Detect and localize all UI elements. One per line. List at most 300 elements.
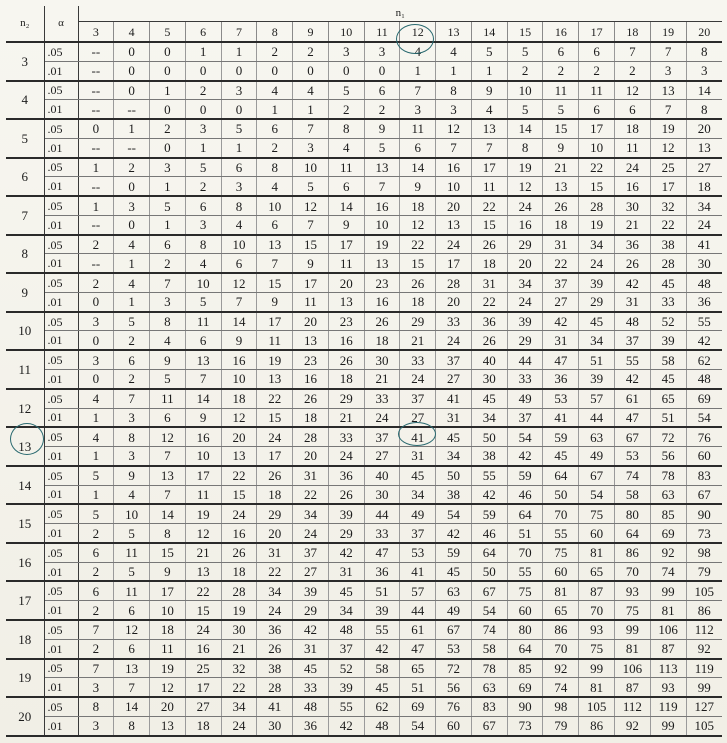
table-cell: 2 <box>579 61 615 80</box>
table-cell: 39 <box>293 581 329 600</box>
table-cell: 31 <box>543 235 579 254</box>
table-cell: 5 <box>185 292 221 311</box>
table-cell: 48 <box>614 312 650 331</box>
table-cell: 4 <box>471 100 507 119</box>
table-cell: 45 <box>328 581 364 600</box>
table-cell: 40 <box>471 350 507 369</box>
table-cell: 22 <box>471 196 507 215</box>
table-cell: 27 <box>293 562 329 581</box>
table-cell: 112 <box>614 697 650 716</box>
table-cell: 3 <box>185 215 221 234</box>
table-row <box>6 215 722 234</box>
table-cell: 15 <box>471 215 507 234</box>
table-cell: 39 <box>579 273 615 292</box>
table-cell: 9 <box>221 331 257 350</box>
table-cell: 9 <box>293 254 329 273</box>
table-cell: 10 <box>364 215 400 234</box>
table-cell: 0 <box>114 177 150 196</box>
table-cell: 36 <box>686 292 722 311</box>
table-cell: 2 <box>150 119 186 138</box>
table-cell: 28 <box>650 254 686 273</box>
table-cell: 92 <box>614 716 650 736</box>
table-cell: 76 <box>686 427 722 446</box>
table-cell: 0 <box>114 81 150 100</box>
table-cell: 0 <box>221 100 257 119</box>
table-cell: 69 <box>507 678 543 697</box>
alpha-label: .05 <box>44 389 78 408</box>
table-row <box>6 447 722 466</box>
table-cell: 45 <box>650 370 686 389</box>
table-cell: 44 <box>507 350 543 369</box>
table-cell: 33 <box>650 292 686 311</box>
table-cell: 9 <box>114 466 150 485</box>
n1-column-header: 19 <box>650 22 686 43</box>
table-cell: 7 <box>471 138 507 157</box>
table-cell: 17 <box>328 235 364 254</box>
table-cell: 98 <box>543 697 579 716</box>
table-cell: 64 <box>471 543 507 562</box>
table-cell: 2 <box>614 61 650 80</box>
alpha-label: .01 <box>44 485 78 504</box>
table-cell: 4 <box>328 138 364 157</box>
table-cell: -- <box>78 81 114 100</box>
table-cell: 6 <box>114 639 150 658</box>
table-cell: 42 <box>614 370 650 389</box>
table-cell: 0 <box>364 61 400 80</box>
table-cell: 49 <box>400 504 436 523</box>
table-cell: 4 <box>185 254 221 273</box>
table-cell: 11 <box>579 81 615 100</box>
table-cell: 3 <box>78 350 114 369</box>
table-cell: 6 <box>579 100 615 119</box>
table-cell: 17 <box>293 273 329 292</box>
table-cell: 9 <box>543 138 579 157</box>
table-cell: 16 <box>507 215 543 234</box>
alpha-label: .01 <box>44 177 78 196</box>
table-cell: 26 <box>400 273 436 292</box>
table-cell: 13 <box>471 119 507 138</box>
table-row <box>6 158 722 177</box>
table-cell: 29 <box>400 312 436 331</box>
table-cell: 2 <box>543 61 579 80</box>
table-cell: 26 <box>221 543 257 562</box>
table-cell: 15 <box>185 601 221 620</box>
table-cell: 10 <box>221 235 257 254</box>
table-cell: 38 <box>471 447 507 466</box>
table-cell: 37 <box>507 408 543 427</box>
table-cell: 29 <box>293 601 329 620</box>
table-cell: 7 <box>364 177 400 196</box>
table-cell: 8 <box>686 42 722 61</box>
table-row <box>6 639 722 658</box>
table-cell: 11 <box>114 581 150 600</box>
table-cell: 34 <box>436 447 472 466</box>
table-cell: 48 <box>364 716 400 736</box>
alpha-label: .05 <box>44 196 78 215</box>
alpha-label: .05 <box>44 273 78 292</box>
n1-column-header: 12 <box>400 22 436 43</box>
table-cell: 40 <box>364 466 400 485</box>
n1-column-header: 16 <box>543 22 579 43</box>
table-cell: 6 <box>543 42 579 61</box>
table-cell: 2 <box>114 370 150 389</box>
table-cell: 2 <box>78 601 114 620</box>
table-cell: -- <box>78 42 114 61</box>
table-cell: 13 <box>650 81 686 100</box>
table-cell: 86 <box>614 543 650 562</box>
n2-label: 15 <box>6 504 44 543</box>
table-cell: 11 <box>150 389 186 408</box>
table-cell: 31 <box>293 639 329 658</box>
table-cell: 1 <box>471 61 507 80</box>
table-cell: 5 <box>364 138 400 157</box>
table-cell: 3 <box>221 177 257 196</box>
table-cell: 17 <box>150 581 186 600</box>
table-cell: 19 <box>150 659 186 678</box>
table-cell: 105 <box>686 716 722 736</box>
table-cell: 81 <box>579 678 615 697</box>
table-cell: 34 <box>579 331 615 350</box>
table-cell: 10 <box>436 177 472 196</box>
table-cell: 3 <box>150 158 186 177</box>
table-cell: 29 <box>328 524 364 543</box>
table-cell: 14 <box>221 312 257 331</box>
table-cell: 15 <box>257 273 293 292</box>
table-cell: 81 <box>543 581 579 600</box>
table-cell: 19 <box>221 601 257 620</box>
table-cell: 9 <box>471 81 507 100</box>
table-cell: 80 <box>507 620 543 639</box>
table-cell: 5 <box>150 196 186 215</box>
table-cell: 39 <box>507 312 543 331</box>
table-row <box>6 119 722 138</box>
table-cell: 2 <box>78 562 114 581</box>
table-cell: 28 <box>257 678 293 697</box>
table-cell: 10 <box>221 370 257 389</box>
table-cell: 72 <box>436 659 472 678</box>
table-cell: 56 <box>436 678 472 697</box>
table-cell: 20 <box>507 254 543 273</box>
table-cell: 81 <box>579 543 615 562</box>
table-cell: 57 <box>400 581 436 600</box>
table-cell: 12 <box>400 215 436 234</box>
table-cell: 34 <box>328 601 364 620</box>
table-cell: 70 <box>579 601 615 620</box>
table-cell: 24 <box>507 196 543 215</box>
table-cell: 27 <box>400 408 436 427</box>
table-cell: 6 <box>150 235 186 254</box>
table-cell: 42 <box>364 639 400 658</box>
table-cell: 36 <box>543 370 579 389</box>
table-cell: 53 <box>400 543 436 562</box>
table-cell: 42 <box>328 716 364 736</box>
table-cell: 38 <box>650 235 686 254</box>
alpha-label: .05 <box>44 81 78 100</box>
table-cell: 26 <box>471 235 507 254</box>
table-cell: 7 <box>221 292 257 311</box>
table-cell: 47 <box>364 543 400 562</box>
table-cell: 7 <box>150 447 186 466</box>
table-cell: 12 <box>150 427 186 446</box>
table-cell: 70 <box>614 562 650 581</box>
table-cell: 37 <box>543 273 579 292</box>
table-cell: 3 <box>78 678 114 697</box>
table-cell: 18 <box>543 215 579 234</box>
table-cell: 4 <box>400 42 436 61</box>
table-cell: 24 <box>614 158 650 177</box>
table-cell: 14 <box>328 196 364 215</box>
table-row <box>6 273 722 292</box>
table-row <box>6 331 722 350</box>
table-cell: 5 <box>150 370 186 389</box>
table-cell: 1 <box>185 138 221 157</box>
table-cell: 65 <box>400 659 436 678</box>
table-cell: 8 <box>114 716 150 736</box>
table-cell: 57 <box>579 389 615 408</box>
table-cell: 0 <box>185 61 221 80</box>
n2-label: 14 <box>6 466 44 505</box>
table-cell: 9 <box>400 177 436 196</box>
table-cell: 63 <box>579 427 615 446</box>
table-cell: 23 <box>293 350 329 369</box>
table-cell: 58 <box>614 485 650 504</box>
table-cell: 6 <box>614 100 650 119</box>
table-cell: 18 <box>150 620 186 639</box>
table-cell: 76 <box>436 697 472 716</box>
table-cell: 49 <box>579 447 615 466</box>
table-cell: 0 <box>78 119 114 138</box>
table-cell: 17 <box>185 466 221 485</box>
table-cell: 13 <box>185 350 221 369</box>
table-cell: 1 <box>257 100 293 119</box>
table-cell: 92 <box>686 639 722 658</box>
table-cell: 9 <box>364 119 400 138</box>
table-cell: 62 <box>364 697 400 716</box>
table-cell: 24 <box>221 716 257 736</box>
table-cell: 45 <box>579 312 615 331</box>
table-cell: 21 <box>185 543 221 562</box>
table-cell: 10 <box>114 504 150 523</box>
table-cell: 55 <box>686 312 722 331</box>
table-cell: 7 <box>150 485 186 504</box>
table-cell: 31 <box>257 543 293 562</box>
table-cell: 15 <box>257 408 293 427</box>
table-cell: 0 <box>150 100 186 119</box>
table-cell: 54 <box>507 427 543 446</box>
table-cell: 20 <box>221 427 257 446</box>
table-cell: 81 <box>614 639 650 658</box>
table-cell: 34 <box>221 697 257 716</box>
table-cell: 13 <box>150 466 186 485</box>
table-cell: 28 <box>221 581 257 600</box>
table-cell: 15 <box>543 119 579 138</box>
table-cell: 31 <box>293 466 329 485</box>
table-cell: 3 <box>114 447 150 466</box>
table-cell: 1 <box>114 254 150 273</box>
table-cell: 4 <box>257 177 293 196</box>
table-cell: 0 <box>257 61 293 80</box>
table-cell: 112 <box>686 620 722 639</box>
table-cell: 1 <box>150 215 186 234</box>
table-cell: 20 <box>436 196 472 215</box>
table-cell: 30 <box>257 716 293 736</box>
table-cell: 10 <box>150 601 186 620</box>
table-cell: 51 <box>364 581 400 600</box>
table-cell: 11 <box>543 81 579 100</box>
table-cell: 15 <box>400 254 436 273</box>
table-row <box>6 100 722 119</box>
table-cell: 19 <box>364 235 400 254</box>
table-cell: 18 <box>400 292 436 311</box>
table-cell: 5 <box>543 100 579 119</box>
table-cell: 119 <box>686 659 722 678</box>
table-cell: 42 <box>614 273 650 292</box>
table-cell: 113 <box>650 659 686 678</box>
table-cell: 60 <box>543 562 579 581</box>
table-cell: 2 <box>364 100 400 119</box>
table-cell: 14 <box>150 504 186 523</box>
table-cell: 51 <box>579 350 615 369</box>
table-cell: 55 <box>543 524 579 543</box>
table-cell: 5 <box>114 562 150 581</box>
table-cell: 5 <box>507 42 543 61</box>
table-cell: 7 <box>114 389 150 408</box>
table-cell: 127 <box>686 697 722 716</box>
table-cell: 2 <box>328 100 364 119</box>
alpha-label: .01 <box>44 639 78 658</box>
table-cell: 11 <box>114 543 150 562</box>
table-cell: 0 <box>150 61 186 80</box>
table-cell: 79 <box>686 562 722 581</box>
table-cell: -- <box>114 138 150 157</box>
table-cell: 50 <box>543 485 579 504</box>
table-cell: 8 <box>221 196 257 215</box>
table-cell: 48 <box>293 697 329 716</box>
table-cell: 29 <box>328 389 364 408</box>
table-cell: 21 <box>328 408 364 427</box>
table-cell: 13 <box>293 331 329 350</box>
table-cell: 4 <box>78 427 114 446</box>
table-cell: 0 <box>293 61 329 80</box>
table-cell: 99 <box>614 620 650 639</box>
table-cell: 18 <box>221 389 257 408</box>
table-cell: 41 <box>436 389 472 408</box>
table-cell: 0 <box>78 370 114 389</box>
table-cell: 11 <box>293 292 329 311</box>
table-cell: 3 <box>328 42 364 61</box>
table-row <box>6 389 722 408</box>
table-cell: 17 <box>185 678 221 697</box>
table-cell: 42 <box>328 543 364 562</box>
table-cell: 12 <box>293 196 329 215</box>
table-cell: 21 <box>400 331 436 350</box>
table-cell: 30 <box>471 370 507 389</box>
table-cell: 42 <box>471 485 507 504</box>
table-cell: 93 <box>614 581 650 600</box>
table-row <box>6 350 722 369</box>
alpha-label: .05 <box>44 543 78 562</box>
table-cell: 8 <box>507 138 543 157</box>
table-cell: 19 <box>579 215 615 234</box>
table-cell: 59 <box>507 466 543 485</box>
table-cell: 33 <box>436 312 472 331</box>
table-cell: 99 <box>650 581 686 600</box>
table-cell: 17 <box>471 158 507 177</box>
table-cell: 47 <box>400 639 436 658</box>
table-cell: 11 <box>328 254 364 273</box>
table-cell: 1 <box>78 196 114 215</box>
table-cell: 21 <box>221 639 257 658</box>
table-cell: 5 <box>78 504 114 523</box>
table-cell: 37 <box>400 524 436 543</box>
table-cell: 59 <box>436 543 472 562</box>
alpha-label: .05 <box>44 620 78 639</box>
table-cell: 47 <box>614 408 650 427</box>
alpha-header: α <box>44 6 78 42</box>
table-row <box>6 716 722 736</box>
table-cell: 24 <box>436 331 472 350</box>
table-cell: 18 <box>328 370 364 389</box>
table-cell: 0 <box>114 215 150 234</box>
table-cell: 74 <box>543 678 579 697</box>
table-row <box>6 81 722 100</box>
n2-label: 10 <box>6 312 44 351</box>
table-cell: 17 <box>436 254 472 273</box>
alpha-label: .01 <box>44 292 78 311</box>
table-cell: 4 <box>221 215 257 234</box>
table-cell: 3 <box>78 716 114 736</box>
table-cell: 2 <box>185 81 221 100</box>
table-cell: 18 <box>614 119 650 138</box>
n2-label: 8 <box>6 235 44 274</box>
table-cell: 33 <box>293 678 329 697</box>
table-cell: 34 <box>293 504 329 523</box>
table-cell: 12 <box>114 620 150 639</box>
table-cell: 50 <box>436 466 472 485</box>
table-cell: 10 <box>293 158 329 177</box>
table-cell: 12 <box>150 678 186 697</box>
table-cell: 11 <box>471 177 507 196</box>
table-cell: 0 <box>221 61 257 80</box>
table-row <box>6 196 722 215</box>
table-cell: 44 <box>400 601 436 620</box>
table-cell: 75 <box>579 504 615 523</box>
table-cell: 5 <box>185 158 221 177</box>
table-row <box>6 524 722 543</box>
table-cell: 2 <box>78 524 114 543</box>
table-cell: 61 <box>400 620 436 639</box>
table-cell: 12 <box>185 524 221 543</box>
table-cell: 49 <box>436 601 472 620</box>
table-cell: 67 <box>579 466 615 485</box>
table-cell: 30 <box>221 620 257 639</box>
table-cell: 55 <box>364 620 400 639</box>
n1-column-header: 15 <box>507 22 543 43</box>
table-cell: 14 <box>185 389 221 408</box>
table-cell: 50 <box>471 427 507 446</box>
table-cell: 22 <box>221 678 257 697</box>
table-body <box>6 42 722 736</box>
table-cell: 12 <box>221 408 257 427</box>
table-cell: 20 <box>293 312 329 331</box>
table-cell: 0 <box>185 100 221 119</box>
table-cell: 36 <box>257 620 293 639</box>
table-cell: 13 <box>114 659 150 678</box>
alpha-label: .01 <box>44 138 78 157</box>
alpha-label: .05 <box>44 158 78 177</box>
table-cell: 5 <box>114 312 150 331</box>
table-cell: 52 <box>650 312 686 331</box>
